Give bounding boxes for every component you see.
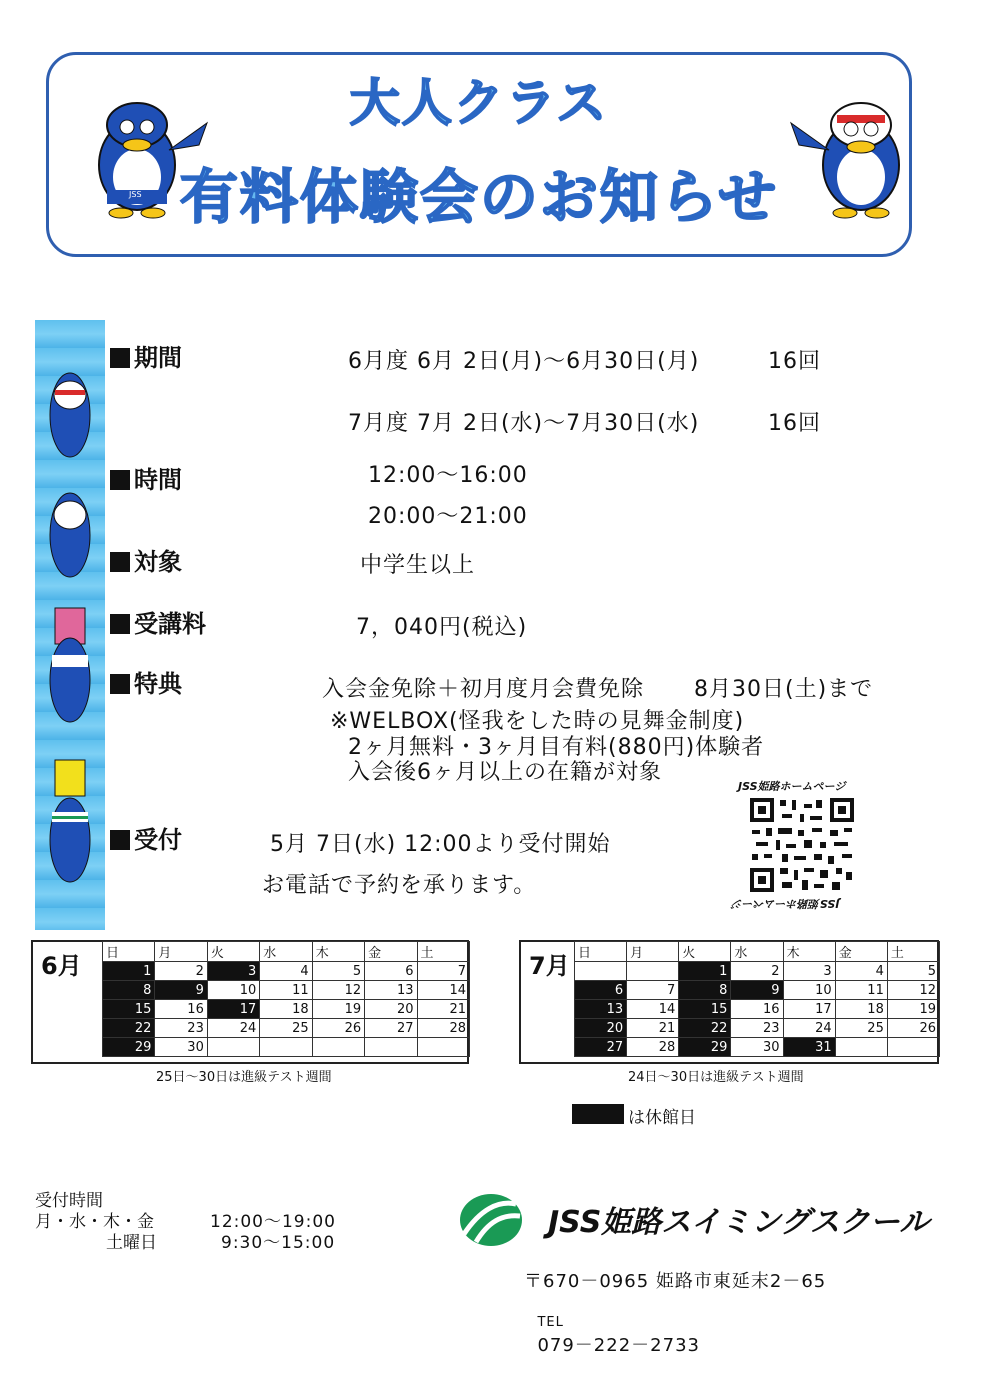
calendar-week-row	[575, 1019, 940, 1038]
jss-logo-icon	[458, 1192, 524, 1248]
phone-line[interactable]	[524, 1289, 700, 1357]
penguin-mascot-left	[89, 95, 209, 220]
calendar-day: 20	[365, 1000, 417, 1019]
calendar-day-closed: 22	[103, 1019, 155, 1038]
weekday-header: 日	[575, 942, 627, 962]
calendar-week-row	[103, 1038, 470, 1057]
tel-number[interactable]: 079－222－2733	[537, 1335, 700, 1356]
calendar-week-row	[575, 1038, 940, 1057]
target-label: 対象	[110, 542, 182, 577]
bullet-square-icon	[110, 614, 130, 634]
benefit-line1: 入会金免除＋初月度月会費免除	[322, 677, 645, 702]
calendar-day: 17	[783, 1000, 835, 1019]
calendar-day: 3	[783, 962, 835, 981]
calendar-day: 14	[627, 1000, 679, 1019]
header-banner	[46, 52, 912, 257]
calendar-day: 28	[627, 1038, 679, 1057]
period-label: 期間	[110, 338, 182, 373]
tel-label: TEL	[537, 1315, 564, 1330]
closed-day-legend-swatch	[572, 1104, 624, 1124]
calendar-day-closed: 1	[103, 962, 155, 981]
calendar-july	[519, 940, 939, 1064]
calendar-day-closed: 15	[103, 1000, 155, 1019]
calendar-day: 25	[835, 1019, 887, 1038]
calendar-day	[260, 1038, 312, 1057]
hours-weekday-label: 月・水・木・金	[35, 1212, 154, 1232]
calendar-day: 14	[417, 981, 469, 1000]
calendar-day	[312, 1038, 364, 1057]
reception-label: 受付	[110, 820, 182, 855]
calendar-week-row	[103, 1000, 470, 1019]
calendar-week-row	[575, 962, 940, 981]
period-july-count: 16回	[768, 411, 821, 436]
weekday-header: 火	[207, 942, 259, 962]
time-label: 時間	[110, 460, 182, 495]
calendar-week-row	[575, 1000, 940, 1019]
weekday-header: 月	[155, 942, 207, 962]
calendar-day: 11	[260, 981, 312, 1000]
weekday-header: 金	[835, 942, 887, 962]
calendar-day-closed: 31	[783, 1038, 835, 1057]
calendar-june	[31, 940, 469, 1064]
calendar-day: 6	[365, 962, 417, 981]
calendar-day: 19	[887, 1000, 939, 1019]
title-line-2: 有料体験会のお知らせ	[179, 163, 779, 231]
school-name: JSS姫路スイミングスクール	[548, 1205, 930, 1240]
calendar-day: 2	[155, 962, 207, 981]
calendar-day: 18	[260, 1000, 312, 1019]
fee-value: 7，040円(税込)	[356, 615, 528, 640]
calendar-day	[627, 962, 679, 981]
calendar-day: 21	[627, 1019, 679, 1038]
calendar-month-title: 6月	[41, 952, 82, 980]
calendar-day-closed: 9	[731, 981, 783, 1000]
calendar-week-row	[103, 962, 470, 981]
calendar-day-closed: 20	[575, 1019, 627, 1038]
bullet-square-icon	[110, 348, 130, 368]
calendar-day: 18	[835, 1000, 887, 1019]
time-slot-2: 20:00～21:00	[368, 504, 528, 529]
calendar-week-row	[575, 981, 940, 1000]
calendar-day: 26	[312, 1019, 364, 1038]
calendar-day: 16	[731, 1000, 783, 1019]
qr-code-block[interactable]	[722, 778, 882, 908]
qr-caption-top: JSS姫路ホームページ	[738, 780, 846, 793]
hours-title: 受付時間	[35, 1191, 103, 1211]
weekday-header: 水	[731, 942, 783, 962]
benefit-note-2: 2ヶ月無料・3ヶ月目有料(880円)体験者	[348, 735, 765, 760]
calendar-day: 23	[731, 1019, 783, 1038]
mascot-badge: JSS	[129, 190, 142, 199]
calendar-day: 5	[312, 962, 364, 981]
calendar-day-closed: 1	[679, 962, 731, 981]
target-value: 中学生以上	[360, 553, 476, 578]
time-slot-1: 12:00～16:00	[368, 463, 528, 488]
calendar-day-closed: 15	[679, 1000, 731, 1019]
calendar-june-note: 25日～30日は進級テスト週間	[156, 1070, 332, 1085]
calendar-day: 26	[887, 1019, 939, 1038]
swimming-penguins-illustration	[35, 320, 105, 930]
calendar-day	[887, 1038, 939, 1057]
postal-address: 〒670－0965 姫路市東延末2－65	[524, 1271, 827, 1292]
qr-code-icon	[748, 796, 856, 894]
calendar-day-closed: 17	[207, 1000, 259, 1019]
calendar-day-closed: 3	[207, 962, 259, 981]
hours-weekday-value: 12:00～19:00	[210, 1212, 336, 1232]
calendar-day: 12	[887, 981, 939, 1000]
calendar-day: 2	[731, 962, 783, 981]
period-july: 7月度 7月 2日(水)～7月30日(水)	[348, 411, 700, 436]
weekday-header: 木	[783, 942, 835, 962]
calendar-day: 4	[835, 962, 887, 981]
calendar-day: 13	[365, 981, 417, 1000]
calendar-day: 12	[312, 981, 364, 1000]
calendar-day: 24	[783, 1019, 835, 1038]
qr-caption-bottom: JSS姫路ホームページ	[732, 897, 840, 910]
calendar-day-closed: 9	[155, 981, 207, 1000]
calendar-day: 7	[627, 981, 679, 1000]
calendar-day: 24	[207, 1019, 259, 1038]
bullet-square-icon	[110, 552, 130, 572]
benefit-deadline: 8月30日(土)まで	[694, 677, 874, 702]
calendar-july-note: 24日～30日は進級テスト週間	[628, 1070, 804, 1085]
period-june-count: 16回	[768, 349, 821, 374]
pool-decoration-strip	[35, 320, 105, 930]
calendar-day-closed: 6	[575, 981, 627, 1000]
calendar-day: 5	[887, 962, 939, 981]
weekday-header: 木	[312, 942, 364, 962]
calendar-day: 25	[260, 1019, 312, 1038]
calendar-day-closed: 29	[103, 1038, 155, 1057]
calendar-week-row	[103, 1019, 470, 1038]
calendar-day: 4	[260, 962, 312, 981]
calendar-day: 11	[835, 981, 887, 1000]
weekday-header: 金	[365, 942, 417, 962]
penguin-mascot-right	[789, 95, 909, 220]
weekday-header: 火	[679, 942, 731, 962]
reception-start: 5月 7日(水) 12:00より受付開始	[270, 832, 611, 857]
calendar-day-closed: 8	[103, 981, 155, 1000]
benefit-note-1: ※WELBOX(怪我をした時の見舞金制度)	[330, 709, 745, 734]
weekday-header: 土	[887, 942, 939, 962]
fee-label: 受講料	[110, 604, 206, 639]
calendar-day	[417, 1038, 469, 1057]
calendar-day: 21	[417, 1000, 469, 1019]
calendar-week-row	[103, 981, 470, 1000]
calendar-day	[835, 1038, 887, 1057]
hours-saturday-value: 9:30～15:00	[221, 1233, 336, 1253]
bullet-square-icon	[110, 830, 130, 850]
weekday-header: 日	[103, 942, 155, 962]
weekday-header: 月	[627, 942, 679, 962]
calendar-day: 7	[417, 962, 469, 981]
calendar-day-closed: 29	[679, 1038, 731, 1057]
calendar-day-closed: 8	[679, 981, 731, 1000]
calendar-day: 30	[731, 1038, 783, 1057]
calendar-month-title: 7月	[529, 952, 570, 980]
title-line-1: 大人クラス	[349, 74, 609, 132]
benefit-note-3: 入会後6ヶ月以上の在籍が対象	[348, 760, 662, 785]
hours-saturday-label: 土曜日	[106, 1233, 157, 1253]
calendar-day	[575, 962, 627, 981]
calendar-day: 23	[155, 1019, 207, 1038]
weekday-header: 土	[417, 942, 469, 962]
benefit-label: 特典	[110, 664, 182, 699]
calendar-day: 28	[417, 1019, 469, 1038]
closed-day-legend-text: は休館日	[628, 1108, 696, 1128]
calendar-day-closed: 27	[575, 1038, 627, 1057]
calendar-day: 19	[312, 1000, 364, 1019]
reception-phone-note: お電話で予約を承ります。	[262, 873, 537, 898]
calendar-day: 16	[155, 1000, 207, 1019]
calendar-day	[207, 1038, 259, 1057]
calendar-day-closed: 22	[679, 1019, 731, 1038]
calendar-day: 30	[155, 1038, 207, 1057]
calendar-day-closed: 13	[575, 1000, 627, 1019]
calendar-july-table	[574, 941, 940, 1057]
calendar-day	[365, 1038, 417, 1057]
bullet-square-icon	[110, 674, 130, 694]
calendar-june-table	[102, 941, 470, 1057]
period-june: 6月度 6月 2日(月)～6月30日(月)	[348, 349, 700, 374]
weekday-header: 水	[260, 942, 312, 962]
calendar-day: 10	[207, 981, 259, 1000]
calendar-day: 10	[783, 981, 835, 1000]
calendar-day: 27	[365, 1019, 417, 1038]
bullet-square-icon	[110, 470, 130, 490]
